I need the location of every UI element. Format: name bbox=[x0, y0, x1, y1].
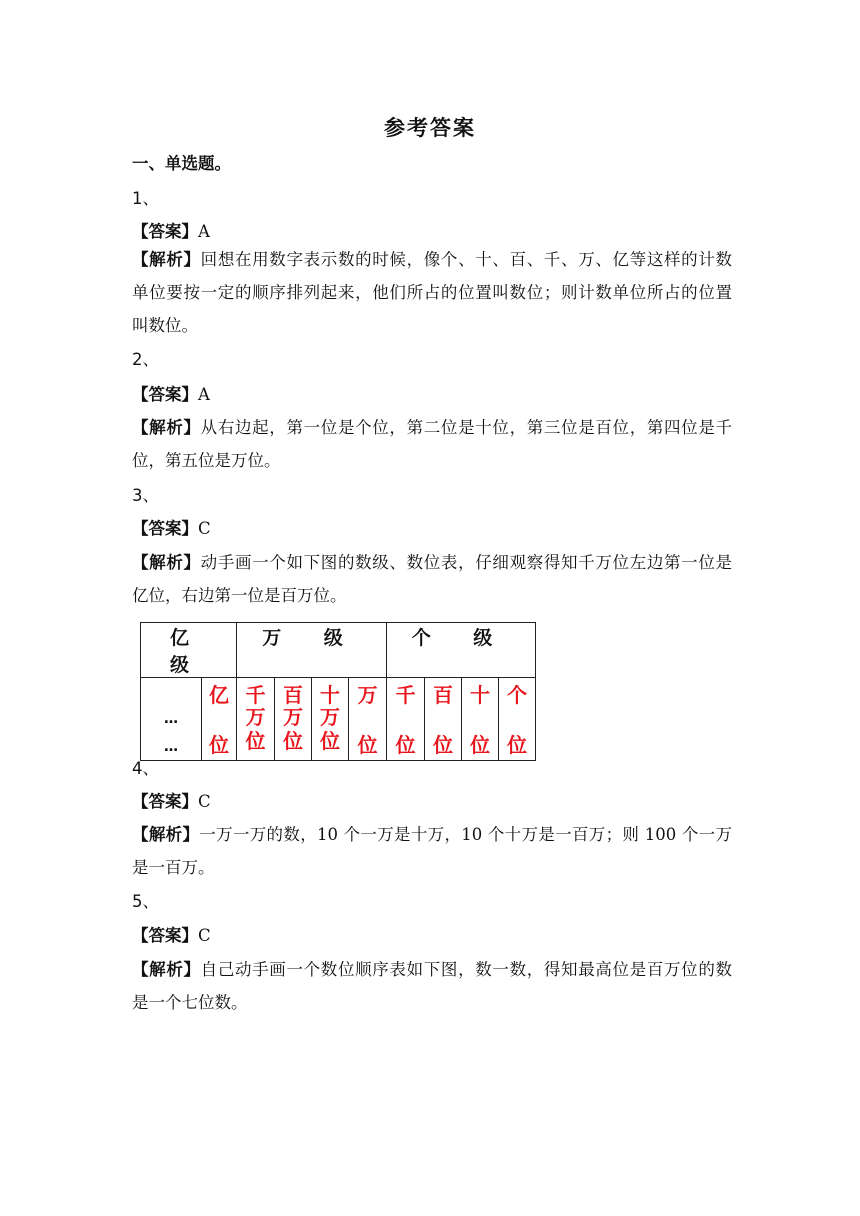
analysis-4-line-1 bbox=[132, 821, 732, 845]
analysis-text: 回想在用数字表示数的时候，像个、十、百、千、万、亿等这样的计数 bbox=[200, 250, 733, 269]
place-char: 位 bbox=[357, 733, 378, 757]
analysis-label: 【解析】 bbox=[132, 960, 201, 979]
answer-value: C bbox=[198, 519, 211, 538]
analysis-5-line-1 bbox=[132, 956, 732, 980]
level-yi: 亿 级 bbox=[141, 623, 237, 678]
ellipsis-mark: … bbox=[164, 739, 178, 755]
place-char: 亿 bbox=[209, 683, 229, 707]
place-char: 百 bbox=[433, 683, 453, 707]
place-qian bbox=[387, 678, 425, 761]
answer-label: 【答案】 bbox=[132, 385, 198, 404]
place-chars bbox=[237, 684, 274, 728]
place-char: 万 bbox=[357, 683, 378, 707]
place-qianwan bbox=[237, 678, 275, 761]
answer-label: 【答案】 bbox=[132, 519, 198, 538]
analysis-label: 【解析】 bbox=[132, 825, 200, 844]
level-wan: 万 级 bbox=[237, 623, 387, 678]
place-char: 千 bbox=[245, 683, 266, 707]
answer-5 bbox=[132, 922, 732, 946]
place-char: 位 bbox=[470, 733, 490, 757]
place-char: 位 bbox=[395, 733, 416, 757]
answer-2 bbox=[132, 381, 732, 405]
place-value-table bbox=[140, 622, 536, 761]
ellipsis-cell bbox=[141, 678, 202, 761]
place-char: 位 bbox=[320, 729, 340, 753]
answer-label: 【答案】 bbox=[132, 792, 198, 811]
analysis-label: 【解析】 bbox=[132, 250, 201, 269]
place-baiwan bbox=[275, 678, 312, 761]
analysis-1-line-2: 单位要按一定的顺序排列起来，他们所占的位置叫数位；则计数单位所占的位置 bbox=[132, 283, 732, 302]
place-chars bbox=[275, 684, 311, 728]
answer-label: 【答案】 bbox=[132, 222, 198, 241]
ellipsis-mark: … bbox=[164, 711, 178, 727]
analysis-text: 自己动手画一个数位顺序表如下图，数一数，得知最高位是百万位的数 bbox=[200, 960, 733, 979]
place-char: 位 bbox=[283, 729, 303, 753]
place-char: 万 bbox=[245, 705, 266, 729]
place-wan bbox=[349, 678, 387, 761]
question-number-5: 5、 bbox=[132, 892, 159, 911]
answer-1 bbox=[132, 218, 732, 242]
place-char: 位 bbox=[433, 733, 453, 757]
answer-4 bbox=[132, 788, 732, 812]
section-heading: 一、单选题。 bbox=[132, 154, 231, 173]
place-char: 十 bbox=[470, 683, 490, 707]
answer-3 bbox=[132, 515, 732, 539]
analysis-text: 从右边起，第一位是个位，第二位是十位，第三位是百位，第四位是千 bbox=[200, 418, 733, 437]
analysis-2-line-2: 位，第五位是万位。 bbox=[132, 451, 281, 470]
analysis-3-line-1 bbox=[132, 549, 732, 573]
place-char: 千 bbox=[395, 683, 416, 707]
analysis-label: 【解析】 bbox=[132, 418, 201, 437]
answer-label: 【答案】 bbox=[132, 926, 198, 945]
place-char: 位 bbox=[209, 733, 229, 757]
place-char: 十 bbox=[320, 683, 340, 707]
analysis-4-line-2: 是一百万。 bbox=[132, 858, 215, 877]
analysis-text: 动手画一个如下图的数级、数位表，仔细观察得知千万位左边第一位是 bbox=[200, 553, 733, 572]
place-bai bbox=[425, 678, 462, 761]
answer-value: C bbox=[198, 792, 211, 811]
question-number-3: 3、 bbox=[132, 486, 159, 505]
place-char: 万 bbox=[320, 705, 340, 729]
question-number-2: 2、 bbox=[132, 350, 159, 369]
analysis-3-line-2: 亿位，右边第一位是百万位。 bbox=[132, 586, 347, 605]
answer-value: C bbox=[198, 926, 211, 945]
place-char: 位 bbox=[245, 729, 266, 753]
analysis-1-line-3: 叫数位。 bbox=[132, 316, 198, 335]
analysis-1-line-1 bbox=[132, 246, 732, 270]
place-char: 位 bbox=[507, 733, 527, 757]
place-shiwan bbox=[312, 678, 349, 761]
place-char: 个 bbox=[507, 683, 527, 707]
question-number-1: 1、 bbox=[132, 189, 159, 208]
analysis-5-line-2: 是一个七位数。 bbox=[132, 993, 248, 1012]
question-number-4: 4、 bbox=[132, 759, 159, 778]
analysis-2-line-1 bbox=[132, 414, 732, 438]
place-char: 万 bbox=[283, 705, 303, 729]
answer-value: A bbox=[198, 222, 210, 241]
analysis-text: 一万一万的数，10 个一万是十万，10 个十万是一百万；则 100 个一万 bbox=[199, 825, 733, 844]
place-yi bbox=[202, 678, 237, 761]
answer-value: A bbox=[198, 385, 210, 404]
place-chars bbox=[312, 684, 348, 728]
place-char: 百 bbox=[283, 683, 303, 707]
page-title: 参考答案 bbox=[384, 116, 476, 140]
place-ge bbox=[499, 678, 536, 761]
place-shi bbox=[462, 678, 499, 761]
analysis-label: 【解析】 bbox=[132, 553, 201, 572]
level-ge: 个 级 bbox=[387, 623, 536, 678]
